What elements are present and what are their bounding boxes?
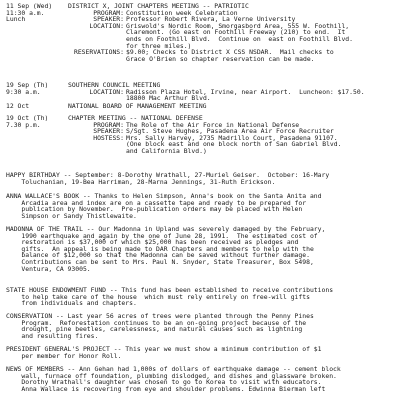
entry-title: SOUTHERN COUNCIL MEETING: [68, 81, 161, 89]
notice-anna-wallace-book: ANNA WALLACE'S BOOK -- Thanks to Helen Simpson, Anna's book on the Santa Anita and Arcadia area and index are on a cassette tape and ready to be prepared for publication by November. Pre-publication orders may be placed with Helen Simpson or Sandy Thistlewaite.: [6, 192, 322, 220]
reservations-label: RESERVATIONS:: [73, 48, 124, 57]
entry-date-time: [6, 3, 68, 23]
notice-conservation: CONSERVATION -- Last year 56 acres of trees were planted through the Penny Pines Program. Reforestation continues to be an on-going project because of the drought, pine beetles, carelessness, and natural causes such as lightning and resulting fires.: [6, 312, 314, 340]
entry-date: 12 Oct: [6, 102, 30, 110]
entry-row: [68, 49, 396, 62]
notice-president-generals-project: PRESIDENT GENERAL'S PROJECT -- This year we must show a minimum contribution of $1 per member for Honor Roll.: [6, 345, 322, 360]
hostess-label: HOSTESS:: [93, 133, 124, 142]
entry-date: 19 Sep (Th): [6, 81, 49, 89]
entry-row: [68, 135, 396, 155]
entry-row: [68, 89, 396, 102]
speaker-text: Professor Robert Rivera, La Verne University: [126, 15, 296, 24]
entry-time: 7.30 p.m.: [6, 120, 41, 129]
speaker-label: SPEAKER:: [93, 127, 124, 136]
entry-row: [68, 23, 396, 49]
notice-state-house-endowment-fund: STATE HOUSE ENDOWMENT FUND -- This fund has been established to receive contributions to help take care of the house which must rely entirely on free-will gifts from individuals and chapters.: [6, 286, 334, 308]
hostess-text: Mrs. Sally Harvey, 2735 Madrillo Court, Pasadena 91107. (One block east and one block north of San Gabriel Blvd. and California Blvd.): [126, 133, 342, 155]
notice-news-of-members: NEWS OF MEMBERS -- Ann Gehan had 1,000s of dollars of earthquake damage -- cement block wall, furnace off foundation, plumbing dislodged, and dishes and glassware broken. Dorothy Wrathall's daughter was chosen to go to Korea to visit with educators. Anna Wallace is recovering from eye and shoulder problems. Edwinna Bierman left: [6, 365, 341, 393]
reservations-text: $9.00; Checks to District X CSS NSDAR. Mail checks to Grace O'Brien so chapter reservation can be made.: [126, 48, 334, 63]
speaker-text: S/Sgt. Steve Hughes, Pasadena Area Air Force Recruiter: [126, 127, 334, 136]
entry-date-time: [6, 82, 68, 95]
notice-happy-birthday: HAPPY BIRTHDAY -- September: 8-Dorothy Wrathall, 27-Muriel Geiser. October: 16-Mary Toluchanian, 19-Bea Harriman, 28-Marna Jennings, 31-Ruth Erickson.: [6, 171, 330, 186]
entry-title: CHAPTER MEETING -- NATIONAL DEFENSE: [68, 114, 203, 122]
program-text: Constitution week Celebration: [126, 8, 238, 17]
location-label: LOCATION:: [89, 87, 124, 96]
entry-date: 11 Sep (Wed): [6, 2, 53, 10]
entry-date-time: [6, 115, 68, 128]
program-text: The Role of the Air Force in National Defense: [126, 120, 300, 129]
speaker-label: SPEAKER:: [93, 15, 124, 24]
program-label: PROGRAM:: [93, 8, 124, 17]
notice-madonna-of-the-trail: MADONNA OF THE TRAIL -- Our Madonna in Upland was severely damaged by the February, 1990 earthquake and again by the one of June 28, 1991. The estimated cost of restoration is $37,000 of which $25,000 has been received as pledges and gifts. An appeal is being made to DAR Chapters and members to help with the balance of $12,000 so that the Madonna can be saved without further damage. Contributions can be sent to Mrs. Paul N. Snyder, State Treasurer, Box 5498, Ventura, CA 93005.: [6, 225, 326, 273]
location-text: Griswold's Nordic Room, Smorgasbord Area, 555 W. Foothill, Claremont. (Go east on Foothill Freeway (210) to end. It ends on Foothill Blvd. Continue on east on Foothill Blvd. for three miles.): [126, 21, 354, 50]
entry-title: DISTRICT X, JOINT CHAPTERS MEETING -- PATRIOTIC: [68, 2, 249, 10]
entry-date: 19 Oct (Th): [6, 114, 49, 122]
location-text: Radisson Plaza Hotel, Irvine, near Airport. Luncheon: $17.50. 18800 Mac Arthur Blvd.: [126, 87, 365, 103]
location-label: LOCATION:: [89, 21, 124, 30]
entry-title: NATIONAL BOARD OF MANAGEMENT MEETING: [68, 102, 207, 110]
program-label: PROGRAM:: [93, 120, 124, 129]
entry-time: 9:30 a.m.: [6, 87, 41, 96]
entry-date-time: [6, 103, 68, 110]
entry-time: 11:30 a.m.: [6, 8, 45, 17]
entry-meal: Lunch: [6, 15, 26, 24]
